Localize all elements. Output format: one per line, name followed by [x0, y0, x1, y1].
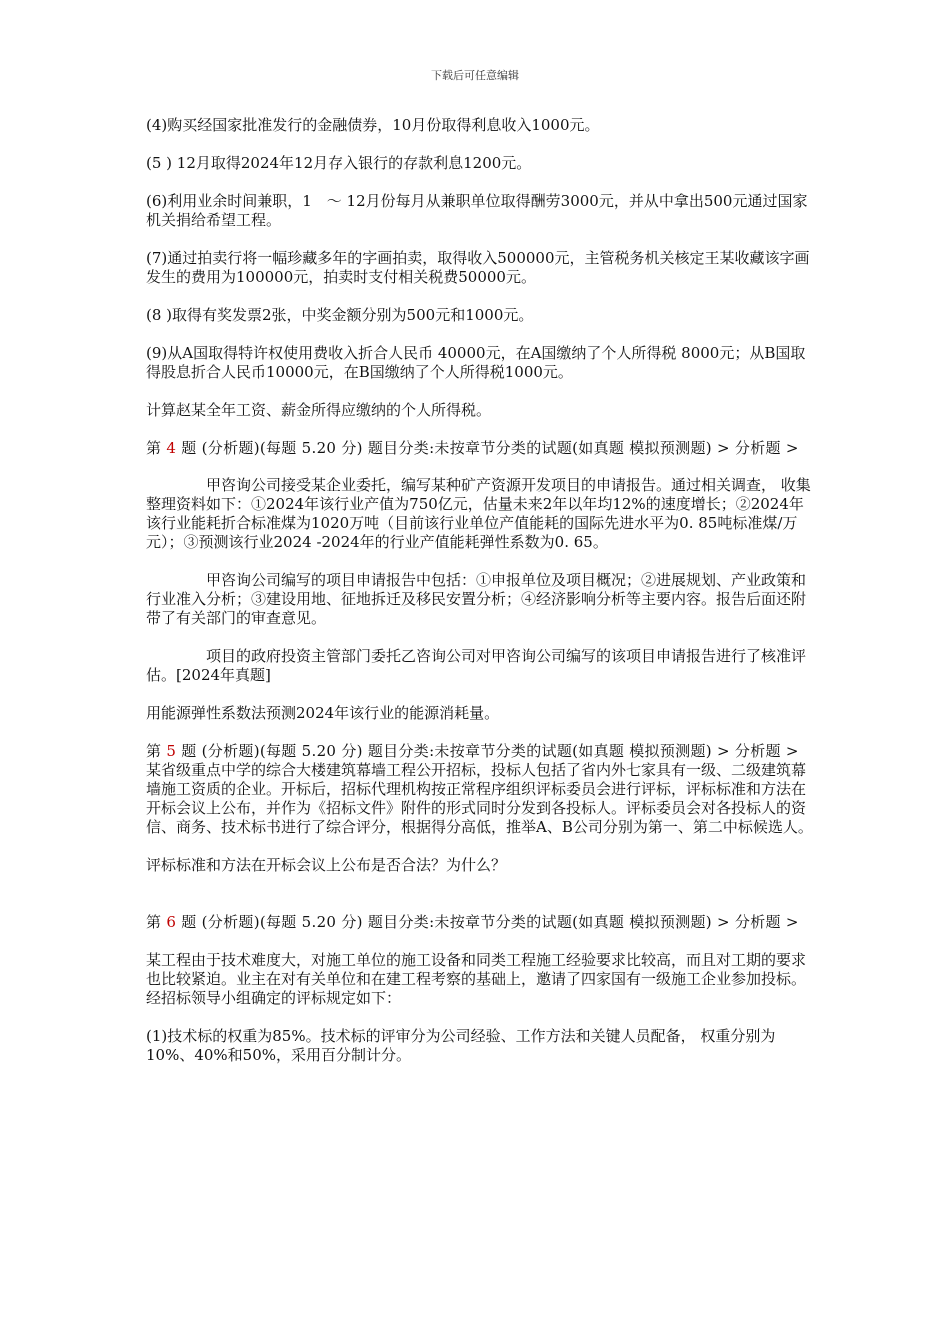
- item-5-deposit-interest: (5 ) 12月取得2024年12月存入银行的存款利息1200元。: [146, 154, 532, 172]
- question-6-header: [146, 913, 816, 932]
- question-number: 5: [166, 742, 177, 760]
- q4-report-contents: 甲咨询公司编写的项目申请报告中包括：①申报单位及项目概况；②进展规划、产业政策和行业准入分析；③建设用地、征地拆迁及移民安置分析；④经济影响分析等主要内容。报告后面还附带了有关部门的审查意见。: [146, 571, 807, 627]
- question-meta: 题 (分析题)(每题 5.20 分) 题目分类:未按章节分类的试题(如真题 模拟预测题) > 分析题 >: [176, 913, 799, 931]
- question-5-header: [146, 742, 816, 761]
- question-meta: 题 (分析题)(每题 5.20 分) 题目分类:未按章节分类的试题(如真题 模拟预测题) > 分析题 >: [176, 742, 799, 760]
- page-header: 下载后可任意编辑: [431, 69, 519, 82]
- q3-question: 计算赵某全年工资、薪金所得应缴纳的个人所得税。: [146, 401, 492, 419]
- item-6-part-time-income: (6)利用业余时间兼职，1 ～ 12月份每月从兼职单位取得酬劳3000元，并从中拿出500元通过国家机关捐给希望工程。: [146, 192, 808, 229]
- item-4-bond-interest: (4)购买经国家批准发行的金融债券，10月份取得利息收入1000元。: [146, 116, 600, 134]
- q5-question: 评标标准和方法在开标会议上公布是否合法？为什么？: [146, 856, 507, 874]
- question-prefix: 第: [146, 439, 167, 457]
- question-prefix: 第: [146, 742, 167, 760]
- q4-evaluation: 项目的政府投资主管部门委托乙咨询公司对甲咨询公司编写的该项目申请报告进行了核准评估。[2024年真题]: [146, 647, 807, 684]
- q6-rule-1: (1)技术标的权重为85%。技术标的评审分为公司经验、工作方法和关键人员配备， 权重分别为10%、40%和50%，采用百分制计分。: [146, 1027, 776, 1064]
- q6-background: 某工程由于技术难度大，对施工单位的施工设备和同类工程施工经验要求比较高，而且对工期的要求也比较紧迫。业主在对有关单位和在建工程考察的基础上，邀请了四家国有一级施工企业参加投标。经招标领导小组确定的评标规定如下：: [146, 951, 807, 1007]
- q4-background: 甲咨询公司接受某企业委托，编写某种矿产资源开发项目的申请报告。通过相关调查， 收集整理资料如下：①2024年该行业产值为750亿元，估量未来2年以年均12%的速度增长；②2024年该行业能耗折合标准煤为1020万吨（目前该行业单位产值能耗的国际先进水平为0. 85吨标准煤/万元）；③预测该行业2024 -2024年的行业产值能耗弹性系数为0. 65。: [146, 476, 811, 551]
- question-number: 4: [166, 439, 177, 457]
- document-body: [146, 116, 816, 1084]
- question-number: 6: [166, 913, 177, 931]
- question-4-header: [146, 439, 816, 458]
- q4-question: 用能源弹性系数法预测2024年该行业的能源消耗量。: [146, 704, 500, 722]
- q5-background: 某省级重点中学的综合大楼建筑幕墙工程公开招标，投标人包括了省内外七家具有一级、二级建筑幕墙施工资质的企业。开标后，招标代理机构按正常程序组织评标委员会进行评标，评标标准和方法在开标会议上公布，并作为《招标文件》附件的形式同时分发到各投标人。评标委员会对各投标人的资信、商务、技术标书进行了综合评分，根据得分高低，推举A、B公司分别为第一、第二中标候选人。: [146, 761, 813, 836]
- item-7-auction-income: (7)通过拍卖行将一幅珍藏多年的字画拍卖，取得收入500000元，主管税务机关核定王某收藏该字画发生的费用为100000元，拍卖时支付相关税费50000元。: [146, 249, 810, 286]
- item-8-lottery-invoice: (8 )取得有奖发票2张，中奖金额分别为500元和1000元。: [146, 306, 534, 324]
- question-meta: 题 (分析题)(每题 5.20 分) 题目分类:未按章节分类的试题(如真题 模拟预测题) > 分析题 >: [176, 439, 799, 457]
- question-prefix: 第: [146, 913, 167, 931]
- item-9-foreign-income: (9)从A国取得特许权使用费收入折合人民币 40000元，在A国缴纳了个人所得税 8000元；从B国取得股息折合人民币10000元，在B国缴纳了个人所得税1000元。: [146, 344, 806, 381]
